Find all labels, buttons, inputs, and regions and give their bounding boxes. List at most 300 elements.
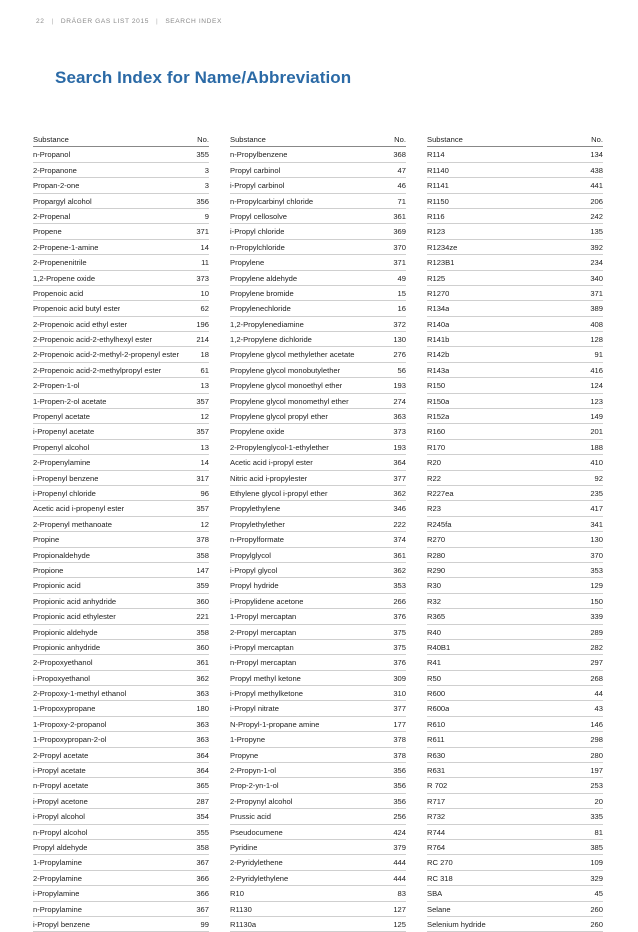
index-row	[230, 548, 406, 563]
index-row	[230, 563, 406, 578]
substance-name: i-Propyl glycol	[230, 565, 278, 575]
substance-number: 193	[393, 442, 406, 452]
substance-header: Substance	[427, 135, 463, 144]
index-row	[427, 763, 603, 778]
substance-name: R1140	[427, 165, 449, 175]
substance-name: 2-Propenenitrile	[33, 258, 87, 268]
index-row	[427, 701, 603, 716]
substance-name: R123	[427, 227, 446, 237]
index-row	[33, 347, 209, 362]
substance-number: 214	[196, 335, 209, 345]
index-row	[427, 209, 603, 224]
substance-number: 146	[590, 719, 603, 729]
index-row	[33, 886, 209, 901]
number-header: No.	[591, 135, 603, 144]
substance-number: 376	[393, 658, 406, 668]
index-row	[230, 701, 406, 716]
substance-number: 297	[590, 658, 603, 668]
index-row	[33, 794, 209, 809]
index-row	[33, 471, 209, 486]
substance-name: Propene	[33, 227, 62, 237]
index-row	[427, 794, 603, 809]
index-row	[33, 240, 209, 255]
index-row	[427, 532, 603, 547]
substance-name: R41	[427, 658, 441, 668]
index-row	[230, 655, 406, 670]
substance-number: 13	[200, 381, 209, 391]
index-row	[230, 517, 406, 532]
substance-name: Prussic acid	[230, 812, 271, 822]
page-title: Search Index for Name/Abbreviation	[55, 68, 352, 87]
index-row	[230, 732, 406, 747]
substance-number: 392	[590, 242, 603, 252]
index-row	[33, 455, 209, 470]
index-row	[33, 655, 209, 670]
index-row	[33, 532, 209, 547]
substance-number: 362	[196, 673, 209, 683]
index-row	[230, 625, 406, 640]
substance-number: 375	[393, 627, 406, 637]
substance-name: Propyl carbinol	[230, 165, 281, 175]
index-row	[33, 917, 209, 932]
index-row	[33, 748, 209, 763]
index-row	[427, 317, 603, 332]
substance-number: 15	[397, 288, 406, 298]
index-row	[230, 455, 406, 470]
substance-name: R600	[427, 689, 446, 699]
substance-number: 356	[393, 781, 406, 791]
substance-number: 357	[196, 427, 209, 437]
substance-name: i-Propyl chloride	[230, 227, 285, 237]
index-row	[230, 886, 406, 901]
substance-name: i-Propyl mercaptan	[230, 642, 294, 652]
index-row	[427, 871, 603, 886]
substance-number: 441	[590, 181, 603, 191]
substance-name: R170	[427, 442, 446, 452]
index-row	[33, 763, 209, 778]
substance-number: 193	[393, 381, 406, 391]
substance-name: Propylene glycol monobutylether	[230, 365, 341, 375]
index-row	[230, 271, 406, 286]
index-row	[230, 194, 406, 209]
substance-number: 289	[590, 627, 603, 637]
substance-name: R114	[427, 150, 445, 160]
substance-number: 339	[590, 612, 603, 622]
index-row	[427, 609, 603, 624]
substance-name: Propenyl acetate	[33, 412, 90, 422]
substance-number: 346	[393, 504, 406, 514]
number-header: No.	[394, 135, 406, 144]
substance-name: 2-Propyn-1-ol	[230, 766, 277, 776]
index-row	[427, 825, 603, 840]
number-header: No.	[197, 135, 209, 144]
index-row	[33, 840, 209, 855]
substance-number: 56	[397, 365, 406, 375]
index-row	[33, 394, 209, 409]
substance-name: R270	[427, 535, 446, 545]
running-header	[36, 14, 229, 28]
substance-number: 362	[393, 488, 406, 498]
substance-number: 377	[393, 704, 406, 714]
substance-name: Propylethylene	[230, 504, 281, 514]
substance-number: 341	[590, 519, 603, 529]
substance-name: i-Propenyl acetate	[33, 427, 95, 437]
substance-name: R1141	[427, 181, 449, 191]
substance-number: 135	[590, 227, 603, 237]
substance-number: 197	[590, 766, 603, 776]
index-row	[230, 763, 406, 778]
substance-name: R40	[427, 627, 441, 637]
index-column-2	[230, 132, 406, 932]
index-row	[230, 871, 406, 886]
substance-name: n-Propylbenzene	[230, 150, 288, 160]
substance-name: Selenium hydride	[427, 919, 486, 929]
index-row	[33, 640, 209, 655]
substance-name: 1-Propyne	[230, 735, 266, 745]
index-row	[33, 301, 209, 316]
substance-number: 378	[393, 735, 406, 745]
substance-name: Propionic acid	[33, 581, 81, 591]
substance-name: R227ea	[427, 488, 454, 498]
substance-number: 14	[200, 242, 209, 252]
index-row	[427, 440, 603, 455]
index-row	[33, 271, 209, 286]
index-row	[427, 347, 603, 362]
substance-number: 130	[590, 535, 603, 545]
substance-number: 253	[590, 781, 603, 791]
substance-number: 71	[397, 196, 406, 206]
substance-name: R40B1	[427, 642, 451, 652]
index-row	[427, 332, 603, 347]
substance-number: 177	[393, 719, 406, 729]
substance-number: 256	[393, 812, 406, 822]
substance-name: R22	[427, 473, 441, 483]
index-row	[230, 178, 406, 193]
substance-number: 150	[590, 596, 603, 606]
substance-name: R764	[427, 842, 446, 852]
substance-name: SBA	[427, 889, 443, 899]
index-row	[230, 209, 406, 224]
substance-name: R611	[427, 735, 445, 745]
index-row	[427, 717, 603, 732]
substance-number: 408	[590, 319, 603, 329]
page-number: 22	[36, 17, 45, 25]
index-row	[230, 609, 406, 624]
index-row	[427, 778, 603, 793]
substance-name: Propylene glycol monomethyl ether	[230, 396, 349, 406]
substance-name: R30	[427, 581, 441, 591]
index-row	[33, 902, 209, 917]
substance-name: 2-Propen-1-ol	[33, 381, 80, 391]
substance-name: Propyl aldehyde	[33, 842, 88, 852]
index-row	[33, 809, 209, 824]
substance-name: RC 270	[427, 858, 453, 868]
substance-name: 2-Propylamine	[33, 873, 82, 883]
substance-number: 364	[393, 458, 406, 468]
index-row	[230, 163, 406, 178]
substance-number: 282	[590, 642, 603, 652]
index-row	[230, 317, 406, 332]
substance-number: 18	[200, 350, 209, 360]
substance-name: R32	[427, 596, 441, 606]
substance-number: 363	[393, 412, 406, 422]
substance-number: 149	[590, 412, 603, 422]
substance-name: i-Propenyl chloride	[33, 488, 96, 498]
substance-number: 123	[590, 396, 603, 406]
substance-name: Propyl cellosolve	[230, 211, 287, 221]
substance-name: R1130	[230, 904, 252, 914]
substance-header: Substance	[230, 135, 266, 144]
substance-number: 360	[196, 642, 209, 652]
substance-name: R50	[427, 673, 441, 683]
index-row	[33, 686, 209, 701]
substance-number: 361	[393, 211, 406, 221]
substance-name: R123B1	[427, 258, 455, 268]
substance-name: R1234ze	[427, 242, 458, 252]
substance-name: i-Propylidene acetone	[230, 596, 304, 606]
index-row	[33, 855, 209, 870]
substance-number: 201	[590, 427, 603, 437]
index-row	[427, 594, 603, 609]
substance-name: R141b	[427, 335, 450, 345]
substance-number: 340	[590, 273, 603, 283]
substance-name: Propylglycol	[230, 550, 271, 560]
substance-number: 363	[196, 735, 209, 745]
substance-number: 373	[393, 427, 406, 437]
index-row	[230, 347, 406, 362]
substance-number: 221	[196, 612, 209, 622]
substance-name: Propionic aldehyde	[33, 627, 98, 637]
substance-name: Acetic acid i-propyl ester	[230, 458, 313, 468]
substance-name: Propylene glycol monoethyl ether	[230, 381, 343, 391]
substance-name: 1,2-Propylenediamine	[230, 319, 304, 329]
index-row	[230, 486, 406, 501]
substance-name: Propenyl alcohol	[33, 442, 90, 452]
substance-number: 377	[393, 473, 406, 483]
substance-number: 366	[196, 889, 209, 899]
substance-number: 130	[393, 335, 406, 345]
substance-name: i-Propyl acetate	[33, 766, 86, 776]
substance-name: R1270	[427, 288, 450, 298]
substance-name: n-Propanol	[33, 150, 71, 160]
substance-number: 266	[393, 596, 406, 606]
column-header-row	[427, 132, 603, 147]
substance-name: i-Propyl carbinol	[230, 181, 285, 191]
substance-number: 260	[590, 904, 603, 914]
substance-number: 129	[590, 581, 603, 591]
substance-name: Propenoic acid	[33, 288, 84, 298]
substance-name: Propylene	[230, 258, 265, 268]
substance-number: 280	[590, 750, 603, 760]
substance-number: 12	[200, 519, 209, 529]
index-row	[427, 902, 603, 917]
substance-header: Substance	[33, 135, 69, 144]
substance-number: 47	[397, 165, 406, 175]
substance-number: 389	[590, 304, 603, 314]
substance-name: n-Propylamine	[33, 904, 82, 914]
substance-name: n-Propyl alcohol	[33, 827, 88, 837]
substance-number: 358	[196, 627, 209, 637]
substance-name: n-Propyl acetate	[33, 781, 89, 791]
index-row	[230, 778, 406, 793]
substance-name: Propylene glycol methylether acetate	[230, 350, 355, 360]
index-row	[33, 625, 209, 640]
substance-name: Pseudocumene	[230, 827, 283, 837]
index-row	[33, 224, 209, 239]
index-row	[33, 178, 209, 193]
substance-name: 1-Propoxypropan-2-ol	[33, 735, 107, 745]
substance-name: Acetic acid i-propenyl ester	[33, 504, 125, 514]
substance-name: RC 318	[427, 873, 453, 883]
substance-number: 274	[393, 396, 406, 406]
substance-number: 134	[590, 150, 603, 160]
index-row	[230, 286, 406, 301]
index-row	[427, 178, 603, 193]
substance-name: Propione	[33, 565, 64, 575]
index-row	[427, 240, 603, 255]
substance-number: 128	[590, 335, 603, 345]
index-row	[230, 917, 406, 932]
index-row	[33, 255, 209, 270]
index-row	[427, 486, 603, 501]
index-row	[33, 486, 209, 501]
substance-name: Propargyl alcohol	[33, 196, 92, 206]
index-row	[427, 640, 603, 655]
substance-number: 365	[196, 781, 209, 791]
index-row	[427, 471, 603, 486]
substance-name: 2-Propenoic acid ethyl ester	[33, 319, 128, 329]
substance-number: 444	[393, 858, 406, 868]
index-row	[33, 778, 209, 793]
substance-number: 268	[590, 673, 603, 683]
index-row	[427, 394, 603, 409]
column-header-row	[33, 132, 209, 147]
substance-name: i-Propylamine	[33, 889, 80, 899]
index-row	[33, 671, 209, 686]
index-row	[230, 301, 406, 316]
index-row	[33, 594, 209, 609]
index-row	[427, 163, 603, 178]
substance-name: R1130a	[230, 919, 257, 929]
substance-name: 1-Propyl mercaptan	[230, 612, 297, 622]
substance-number: 385	[590, 842, 603, 852]
index-row	[33, 501, 209, 516]
index-row	[230, 394, 406, 409]
publication-title: DRÄGER GAS LIST 2015	[60, 17, 149, 25]
substance-number: 13	[200, 442, 209, 452]
substance-name: Propionic acid anhydride	[33, 596, 117, 606]
substance-name: R 702	[427, 781, 448, 791]
substance-name: n-Propylchloride	[230, 242, 285, 252]
index-row	[427, 378, 603, 393]
substance-name: 1-Propoxypropane	[33, 704, 96, 714]
substance-name: 2-Propenylamine	[33, 458, 91, 468]
substance-name: 2-Propyl mercaptan	[230, 627, 297, 637]
substance-name: R245fa	[427, 519, 452, 529]
substance-name: 1-Propen-2-ol acetate	[33, 396, 107, 406]
substance-name: 2-Pyridylethene	[230, 858, 283, 868]
substance-name: R142b	[427, 350, 450, 360]
substance-number: 417	[590, 504, 603, 514]
index-row	[427, 194, 603, 209]
substance-number: 99	[200, 919, 209, 929]
index-row	[33, 609, 209, 624]
substance-name: R150a	[427, 396, 450, 406]
substance-number: 361	[196, 658, 209, 668]
substance-number: 310	[393, 689, 406, 699]
index-row	[427, 424, 603, 439]
header-separator: |	[51, 17, 54, 25]
section-title: SEARCH INDEX	[165, 17, 222, 25]
substance-name: Propan-2-one	[33, 181, 80, 191]
substance-number: 363	[196, 719, 209, 729]
substance-number: 356	[196, 196, 209, 206]
index-row	[33, 332, 209, 347]
index-row	[427, 455, 603, 470]
substance-name: n-Propylformate	[230, 535, 285, 545]
substance-number: 234	[590, 258, 603, 268]
substance-name: 2-Propene-1-amine	[33, 242, 99, 252]
substance-number: 124	[590, 381, 603, 391]
index-row	[427, 409, 603, 424]
substance-number: 125	[393, 919, 406, 929]
index-row	[33, 209, 209, 224]
index-row	[427, 855, 603, 870]
substance-name: Selane	[427, 904, 451, 914]
index-row	[427, 917, 603, 932]
substance-number: 358	[196, 842, 209, 852]
substance-number: 438	[590, 165, 603, 175]
index-row	[230, 794, 406, 809]
index-row	[230, 440, 406, 455]
substance-name: R116	[427, 211, 445, 221]
substance-name: R140a	[427, 319, 450, 329]
substance-number: 298	[590, 735, 603, 745]
index-row	[33, 517, 209, 532]
index-row	[230, 686, 406, 701]
substance-name: Propine	[33, 535, 60, 545]
substance-name: R744	[427, 827, 446, 837]
index-row	[33, 701, 209, 716]
substance-name: 2-Pyridylethylene	[230, 873, 289, 883]
substance-name: R20	[427, 458, 441, 468]
substance-number: 44	[594, 689, 603, 699]
substance-name: 2-Propoxy-1-methyl ethanol	[33, 689, 127, 699]
substance-number: 91	[594, 350, 603, 360]
substance-name: R290	[427, 565, 446, 575]
substance-number: 45	[594, 889, 603, 899]
substance-number: 46	[397, 181, 406, 191]
index-row	[33, 871, 209, 886]
substance-number: 444	[393, 873, 406, 883]
index-row	[230, 809, 406, 824]
substance-name: R134a	[427, 304, 450, 314]
substance-name: 1,2-Propene oxide	[33, 273, 96, 283]
substance-number: 416	[590, 365, 603, 375]
substance-name: R23	[427, 504, 441, 514]
index-row	[427, 748, 603, 763]
substance-number: 378	[196, 535, 209, 545]
substance-name: i-Propyl benzene	[33, 919, 90, 929]
index-row	[230, 409, 406, 424]
index-row	[230, 578, 406, 593]
substance-number: 371	[196, 227, 209, 237]
substance-name: Nitric acid i-propylester	[230, 473, 308, 483]
substance-number: 371	[590, 288, 603, 298]
substance-number: 335	[590, 812, 603, 822]
substance-number: 361	[393, 550, 406, 560]
substance-number: 10	[200, 288, 209, 298]
